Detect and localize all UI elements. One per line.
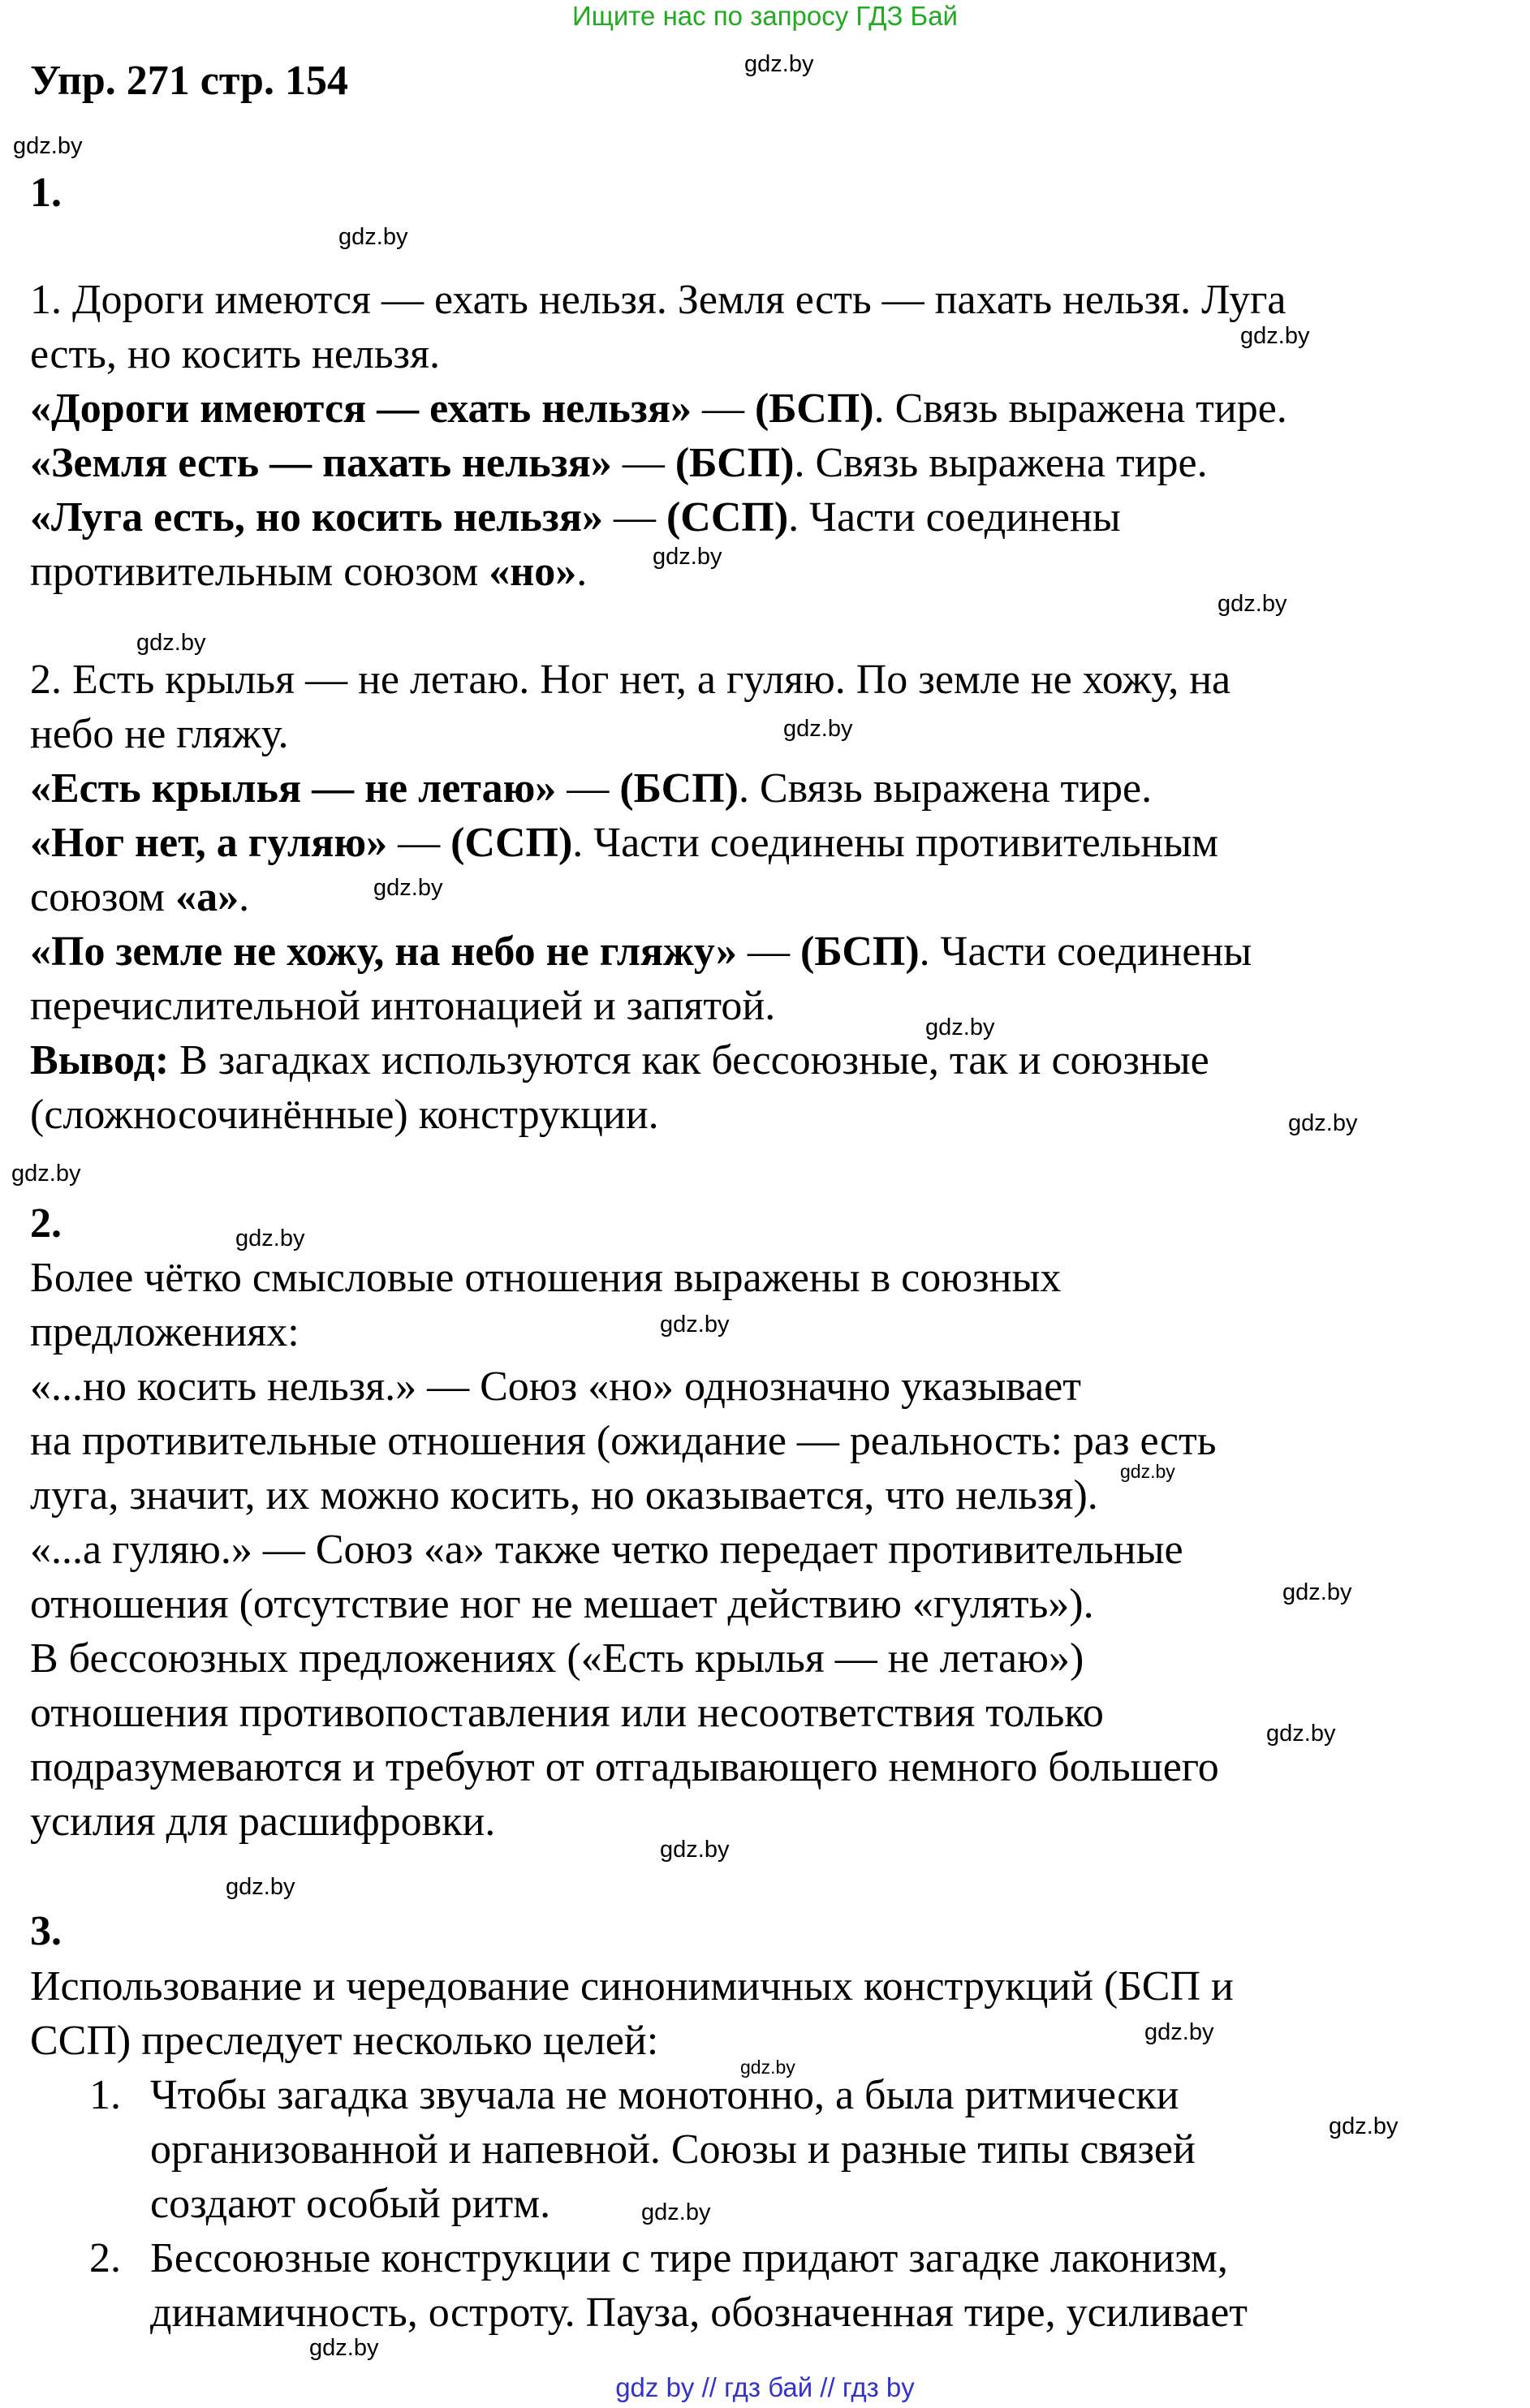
answer5-line2-text: союзом: [30, 874, 176, 920]
watermark: gdz.by: [1288, 1110, 1358, 1136]
watermark: gdz.by: [136, 630, 206, 656]
answer4-line: [30, 761, 1152, 816]
answer4-rest: . Связь выражена тире.: [738, 765, 1153, 812]
watermark: gdz.by: [1144, 2019, 1214, 2045]
bottom-banner[interactable]: gdz by // гдз бай // гдз by: [615, 2372, 915, 2402]
answer3-dash: —: [602, 494, 666, 541]
part2-line: Более чётко смысловые отношения выражены в союзных: [30, 1255, 1062, 1301]
watermark: gdz.by: [226, 1874, 295, 1900]
answer3-line2: [30, 545, 587, 599]
watermark: gdz.by: [309, 2335, 379, 2361]
watermark: gdz.by: [641, 2199, 711, 2225]
watermark: gdz.by: [13, 133, 83, 159]
list-item-line: организованной и напевной. Союзы и разные типы связей: [150, 2126, 1196, 2173]
answer3-line2-union: «но»: [489, 549, 577, 595]
list-item-line: создают особый ритм.: [150, 2181, 551, 2227]
conclusion-line: [30, 1033, 1209, 1088]
answer2-quote: «Земля есть — пахать нельзя»: [30, 440, 612, 486]
answer1-dash: —: [691, 386, 755, 432]
part3-intro-line1: Использование и чередование синонимичных конструкций (БСП и: [30, 1963, 1234, 2010]
part2-line: отношения (отсутствие ног не мешает действию «гулять»).: [30, 1581, 1094, 1627]
answer6-quote: «По земле не хожу, на небо не гляжу»: [30, 928, 737, 975]
part2-line: предложениях:: [30, 1309, 300, 1355]
answer3-line2-text: противительным союзом: [30, 549, 489, 595]
answer4-quote: «Есть крылья — не летаю»: [30, 765, 557, 812]
watermark: gdz.by: [11, 1161, 81, 1187]
top-banner: Ищите нас по запросу ГДЗ Бай: [572, 1, 958, 31]
list-item-line: Чтобы загадка звучала не монотонно, а была ритмически: [150, 2072, 1179, 2118]
watermark: gdz.by: [1120, 1461, 1175, 1482]
list-item-number: 2.: [89, 2235, 121, 2281]
part2-line: отношения противопоставления или несоответствия только: [30, 1690, 1104, 1736]
list-item-line: Бессоюзные конструкции с тире придают загадке лаконизм,: [150, 2235, 1228, 2281]
part2-line: «...но косить нельзя.» — Союз «но» однозначно указывает: [30, 1363, 1081, 1410]
part2-line: усилия для расшифровки.: [30, 1798, 496, 1845]
answer1-type: (БСП): [754, 386, 874, 432]
answer6-line2: перечислительной интонацией и запятой.: [30, 983, 776, 1029]
answer2-type: (БСП): [674, 440, 795, 486]
watermark: gdz.by: [373, 875, 443, 901]
riddle2-line2: небо не гляжу.: [30, 711, 289, 757]
part3-heading: 3.: [30, 1908, 62, 1954]
answer3-quote: «Луга есть, но косить нельзя»: [30, 494, 603, 541]
conclusion-line2: (сложносочинённые) конструкции.: [30, 1092, 659, 1138]
answer3-line2-end: .: [576, 549, 588, 595]
watermark: gdz.by: [660, 1837, 730, 1863]
watermark: gdz.by: [744, 51, 814, 77]
part3-intro-line2: ССП) преследует несколько целей:: [30, 2018, 659, 2064]
part2-line: луга, значит, их можно косить, но оказывается, что нельзя).: [30, 1472, 1098, 1518]
answer2-dash: —: [611, 440, 675, 486]
answer1-line: [30, 381, 1287, 436]
part2-line: на противительные отношения (ожидание — реальность: раз есть: [30, 1418, 1217, 1464]
answer4-type: (БСП): [619, 765, 739, 812]
riddle1-line2: есть, но косить нельзя.: [30, 331, 441, 377]
watermark: gdz.by: [338, 224, 408, 250]
answer4-dash: —: [556, 765, 620, 812]
answer2-line: [30, 436, 1208, 490]
page-title: Упр. 271 стр. 154: [30, 58, 348, 104]
conclusion-label: Вывод:: [30, 1037, 170, 1083]
watermark: gdz.by: [653, 544, 722, 570]
watermark: gdz.by: [660, 1312, 730, 1338]
answer1-quote: «Дороги имеются — ехать нельзя»: [30, 386, 692, 432]
answer5-line2-union: «а»: [175, 874, 239, 920]
answer5-quote: «Ног нет, а гуляю»: [30, 820, 388, 866]
watermark: gdz.by: [1329, 2113, 1399, 2139]
answer5-rest: . Части соединены противительным: [572, 820, 1219, 866]
answer5-line2-end: .: [239, 874, 250, 920]
part2-line: В бессоюзных предложениях («Есть крылья — не летаю»): [30, 1635, 1084, 1682]
answer3-type: (ССП): [666, 494, 789, 541]
answer1-rest: . Связь выражена тире.: [873, 386, 1287, 432]
watermark: gdz.by: [235, 1226, 305, 1251]
riddle2-line1: 2. Есть крылья — не летаю. Ног нет, а гуляю. По земле не хожу, на: [30, 657, 1231, 703]
answer6-line: [30, 924, 1252, 979]
answer5-dash: —: [387, 820, 451, 866]
answer6-rest: . Части соединены: [919, 928, 1252, 975]
answer2-rest: . Связь выражена тире.: [794, 440, 1208, 486]
watermark: gdz.by: [1240, 323, 1310, 349]
answer5-line2: [30, 870, 249, 924]
part1-heading: 1.: [30, 170, 62, 216]
riddle1-line1: 1. Дороги имеются — ехать нельзя. Земля есть — пахать нельзя. Луга: [30, 277, 1286, 323]
part2-line: «...а гуляю.» — Союз «а» также четко передает противительные: [30, 1527, 1183, 1573]
part2-heading: 2.: [30, 1200, 62, 1247]
watermark: gdz.by: [1218, 591, 1287, 617]
watermark: gdz.by: [783, 716, 853, 742]
answer3-line: [30, 490, 1121, 545]
watermark: gdz.by: [925, 1014, 995, 1040]
part2-line: подразумеваются и требуют от отгадывающего немного большего: [30, 1744, 1219, 1790]
watermark: gdz.by: [1266, 1721, 1336, 1747]
answer5-type: (ССП): [450, 820, 573, 866]
list-item-number: 1.: [89, 2072, 121, 2118]
watermark: gdz.by: [1282, 1579, 1352, 1605]
answer5-line: [30, 816, 1218, 870]
list-item-line: динамичность, остроту. Пауза, обозначенная тире, усиливает: [150, 2290, 1248, 2336]
answer6-dash: —: [737, 928, 800, 975]
watermark: gdz.by: [740, 2057, 795, 2078]
answer3-rest: . Части соединены: [788, 494, 1121, 541]
answer6-type: (БСП): [800, 928, 920, 975]
conclusion-text: В загадках используются как бессоюзные, так и союзные: [169, 1037, 1209, 1083]
